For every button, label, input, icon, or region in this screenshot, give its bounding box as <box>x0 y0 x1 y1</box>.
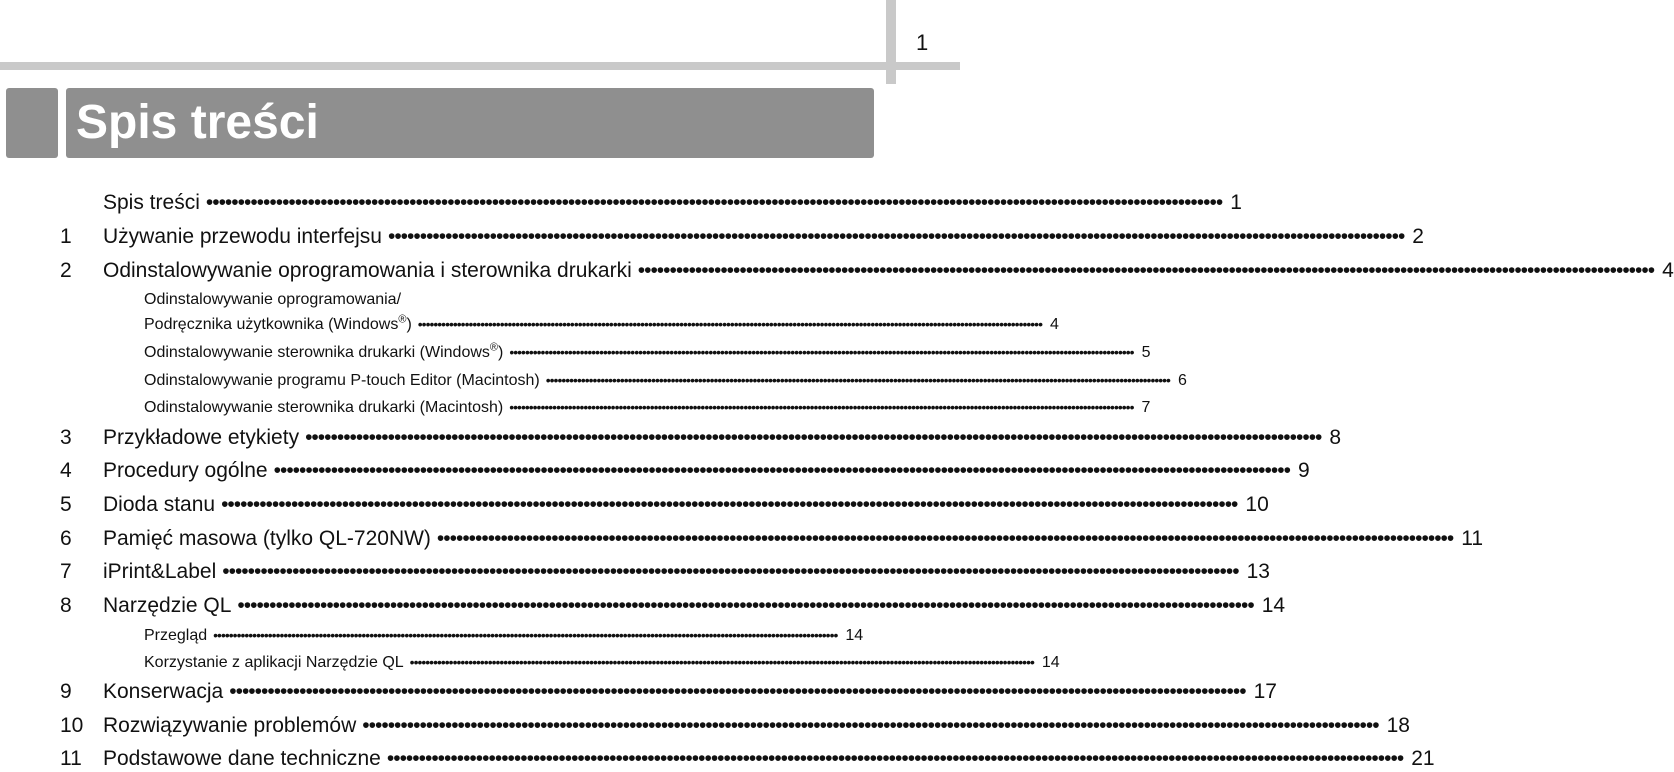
toc-entry[interactable] <box>0 713 1410 739</box>
toc-label: Podstawowe dane techniczne <box>103 747 381 770</box>
toc-entry[interactable] <box>0 593 1286 619</box>
toc-page: 7 <box>1141 399 1151 416</box>
toc-entry[interactable] <box>0 425 1342 451</box>
toc-number: 9 <box>60 680 72 703</box>
toc-entry[interactable] <box>0 559 1270 585</box>
toc-entry[interactable] <box>0 370 1187 391</box>
toc-leader: •••••••••••••••••••••••••••••••••••••••••••••••••••••••••••••••••••••••••••••••••••••••••••••••••••••••••••••••••••••••••••••••••••••••••••••••••••••••••••••••• <box>237 594 1254 617</box>
toc-page: 17 <box>1253 680 1277 703</box>
toc-page: 14 <box>1261 594 1286 617</box>
toc-label: iPrint&Label <box>103 560 217 583</box>
toc-leader: •••••••••••••••••••••••••••••••••••••••••••••••••••••••••••••••••••••••••••••••••••••••••••••••••••••••••••••••••••••••••••••••••••••••••••••••••••••••••••••••• <box>229 680 1246 703</box>
toc-entry[interactable] <box>0 190 1242 216</box>
toc-label: Rozwiązywanie problemów <box>103 714 357 737</box>
toc-page: 10 <box>1245 493 1269 516</box>
title-square <box>6 88 58 158</box>
toc-leader: •••••••••••••••••••••••••••••••••••••••••••••••••••••••••••••••••••••••••••••••••••••••••••••••••••••••••••••••••••••••••••••••••••••••••••••••••••••••••••••••• <box>221 493 1238 516</box>
toc-leader: •••••••••••••••••••••••••••••••••••••••••••••••••••••••••••••••••••••••••••••••••••••••••••••••••••••••••••••••••••••••••••••••••••••••••••••••••••••••••••••••• <box>417 316 1042 332</box>
toc-label: Konserwacja <box>103 680 224 703</box>
toc-leader: •••••••••••••••••••••••••••••••••••••••••••••••••••••••••••••••••••••••••••••••••••••••••••••••••••••••••••••••••••••••••••••••••••••••••••••••••••••••••••••••• <box>222 560 1239 583</box>
toc-entry[interactable] <box>0 458 1310 484</box>
toc-label: Używanie przewodu interfejsu <box>103 225 382 248</box>
toc-leader: •••••••••••••••••••••••••••••••••••••••••••••••••••••••••••••••••••••••••••••••••••••••••••••••••••••••••••••••••••••••••••••••••••••••••••••••••••••••••••••••• <box>509 399 1134 415</box>
toc-label: Dioda stanu <box>103 493 216 516</box>
toc-page: 1 <box>1230 191 1242 214</box>
toc-page: 6 <box>1177 372 1187 389</box>
toc-entry[interactable] <box>0 397 1151 418</box>
page-number: 1 <box>916 30 929 55</box>
toc-page: 14 <box>845 627 864 644</box>
toc-page: 11 <box>1461 527 1484 550</box>
toc-label-line1: Odinstalowywanie oprogramowania/ <box>144 291 402 308</box>
toc-number: 8 <box>60 594 72 617</box>
toc-page: 14 <box>1041 654 1060 671</box>
header-rule <box>0 62 960 70</box>
toc-label: Odinstalowywanie sterownika drukarki (Macintosh) <box>144 399 504 416</box>
toc-leader: •••••••••••••••••••••••••••••••••••••••••••••••••••••••••••••••••••••••••••••••••••••••••••••••••••••••••••••••••••••••••••••••••••••••••••••••••••••••••••••••• <box>509 344 1134 360</box>
toc-leader: •••••••••••••••••••••••••••••••••••••••••••••••••••••••••••••••••••••••••••••••••••••••••••••••••••••••••••••••••••••••••••••••••••••••••••••••••••••••••••••••• <box>387 225 1405 248</box>
toc-number: 11 <box>60 747 82 770</box>
toc-label: Narzędzie QL <box>103 594 232 617</box>
title-bar <box>66 88 874 158</box>
toc-number: 4 <box>60 459 72 482</box>
toc-label: Procedury ogólne <box>103 459 268 482</box>
toc-page: 2 <box>1412 225 1424 248</box>
toc-entry[interactable] <box>0 224 1424 250</box>
toc-leader: •••••••••••••••••••••••••••••••••••••••••••••••••••••••••••••••••••••••••••••••••••••••••••••••••••••••••••••••••••••••••••••••••••••••••••••••••••••••••••••••• <box>409 654 1034 670</box>
toc-page: 18 <box>1386 714 1410 737</box>
toc-page: 5 <box>1141 344 1151 361</box>
toc-entry[interactable] <box>0 492 1269 518</box>
toc-page: 13 <box>1246 560 1270 583</box>
toc-entry[interactable] <box>0 746 1435 772</box>
toc-entry[interactable] <box>0 526 1484 552</box>
toc-entry[interactable] <box>0 679 1277 705</box>
toc-label: Korzystanie z aplikacji Narzędzie QL <box>144 654 404 671</box>
toc-number: 10 <box>60 714 84 737</box>
toc-label: Odinstalowywanie programu P-touch Editor (Macintosh) <box>144 372 540 389</box>
toc-entry[interactable] <box>0 341 1151 363</box>
toc-label: Przegląd <box>144 627 208 644</box>
toc-leader: •••••••••••••••••••••••••••••••••••••••••••••••••••••••••••••••••••••••••••••••••••••••••••••••••••••••••••••••••••••••••••••••••••••••••••••••••••••••••••••••• <box>205 191 1223 214</box>
toc-label: Podręcznika użytkownika (Windows®) <box>144 313 412 333</box>
toc-number: 6 <box>60 527 72 550</box>
toc-leader: •••••••••••••••••••••••••••••••••••••••••••••••••••••••••••••••••••••••••••••••••••••••••••••••••••••••••••••••••••••••••••••••••••••••••••••••••••••••••••••••• <box>545 372 1170 388</box>
toc-entry[interactable] <box>0 652 1060 673</box>
toc-label: Odinstalowywanie sterownika drukarki (Windows®) <box>144 341 504 361</box>
toc-number: 7 <box>60 560 72 583</box>
toc-leader: •••••••••••••••••••••••••••••••••••••••••••••••••••••••••••••••••••••••••••••••••••••••••••••••••••••••••••••••••••••••••••••••••••••••••••••••••••••••••••••••• <box>305 426 1322 449</box>
toc-page: 4 <box>1662 259 1674 282</box>
toc-label: Pamięć masowa (tylko QL-720NW) <box>103 527 431 550</box>
toc-entry[interactable] <box>0 625 960 646</box>
toc-label: Odinstalowywanie oprogramowania i sterownika drukarki <box>103 259 632 282</box>
header-tab-marker <box>886 0 896 84</box>
toc-page: 21 <box>1411 747 1435 770</box>
toc-page: 4 <box>1049 316 1059 333</box>
toc-number: 2 <box>60 259 72 282</box>
toc-leader: •••••••••••••••••••••••••••••••••••••••••••••••••••••••••••••••••••••••••••••••••••••••••••••••••••••••••••••••••••••••••••••••••••••••••••••••••••••••••••••••• <box>386 747 1404 770</box>
toc-page: 8 <box>1329 426 1342 449</box>
toc-leader: •••••••••••••••••••••••••••••••••••••••••••••••••••••••••••••••••••••••••••••••••••••••••••••••••••••••••••••••••••••••••••••••••••••••••••••••••••••••••••••••• <box>213 627 838 643</box>
toc-leader: •••••••••••••••••••••••••••••••••••••••••••••••••••••••••••••••••••••••••••••••••••••••••••••••••••••••••••••••••••••••••••••••••••••••••••••••••••••••••••••••• <box>436 527 1454 550</box>
toc-page: 9 <box>1297 459 1310 482</box>
toc-entry[interactable] <box>0 313 1059 335</box>
toc-number: 5 <box>60 493 72 516</box>
toc-leader: •••••••••••••••••••••••••••••••••••••••••••••••••••••••••••••••••••••••••••••••••••••••••••••••••••••••••••••••••••••••••••••••••••••••••••••••••••••••••••••••• <box>637 259 1655 282</box>
toc-entry[interactable] <box>0 258 1674 284</box>
toc-label: Przykładowe etykiety <box>103 426 300 449</box>
page-title: Spis treści <box>76 96 319 149</box>
toc-label: Spis treści <box>103 191 200 214</box>
toc-number: 1 <box>60 225 72 248</box>
toc-number: 3 <box>60 426 72 449</box>
toc-leader: •••••••••••••••••••••••••••••••••••••••••••••••••••••••••••••••••••••••••••••••••••••••••••••••••••••••••••••••••••••••••••••••••••••••••••••••••••••••••••••••• <box>273 459 1290 482</box>
toc-leader: •••••••••••••••••••••••••••••••••••••••••••••••••••••••••••••••••••••••••••••••••••••••••••••••••••••••••••••••••••••••••••••••••••••••••••••••••••••••••••••••• <box>362 714 1379 737</box>
